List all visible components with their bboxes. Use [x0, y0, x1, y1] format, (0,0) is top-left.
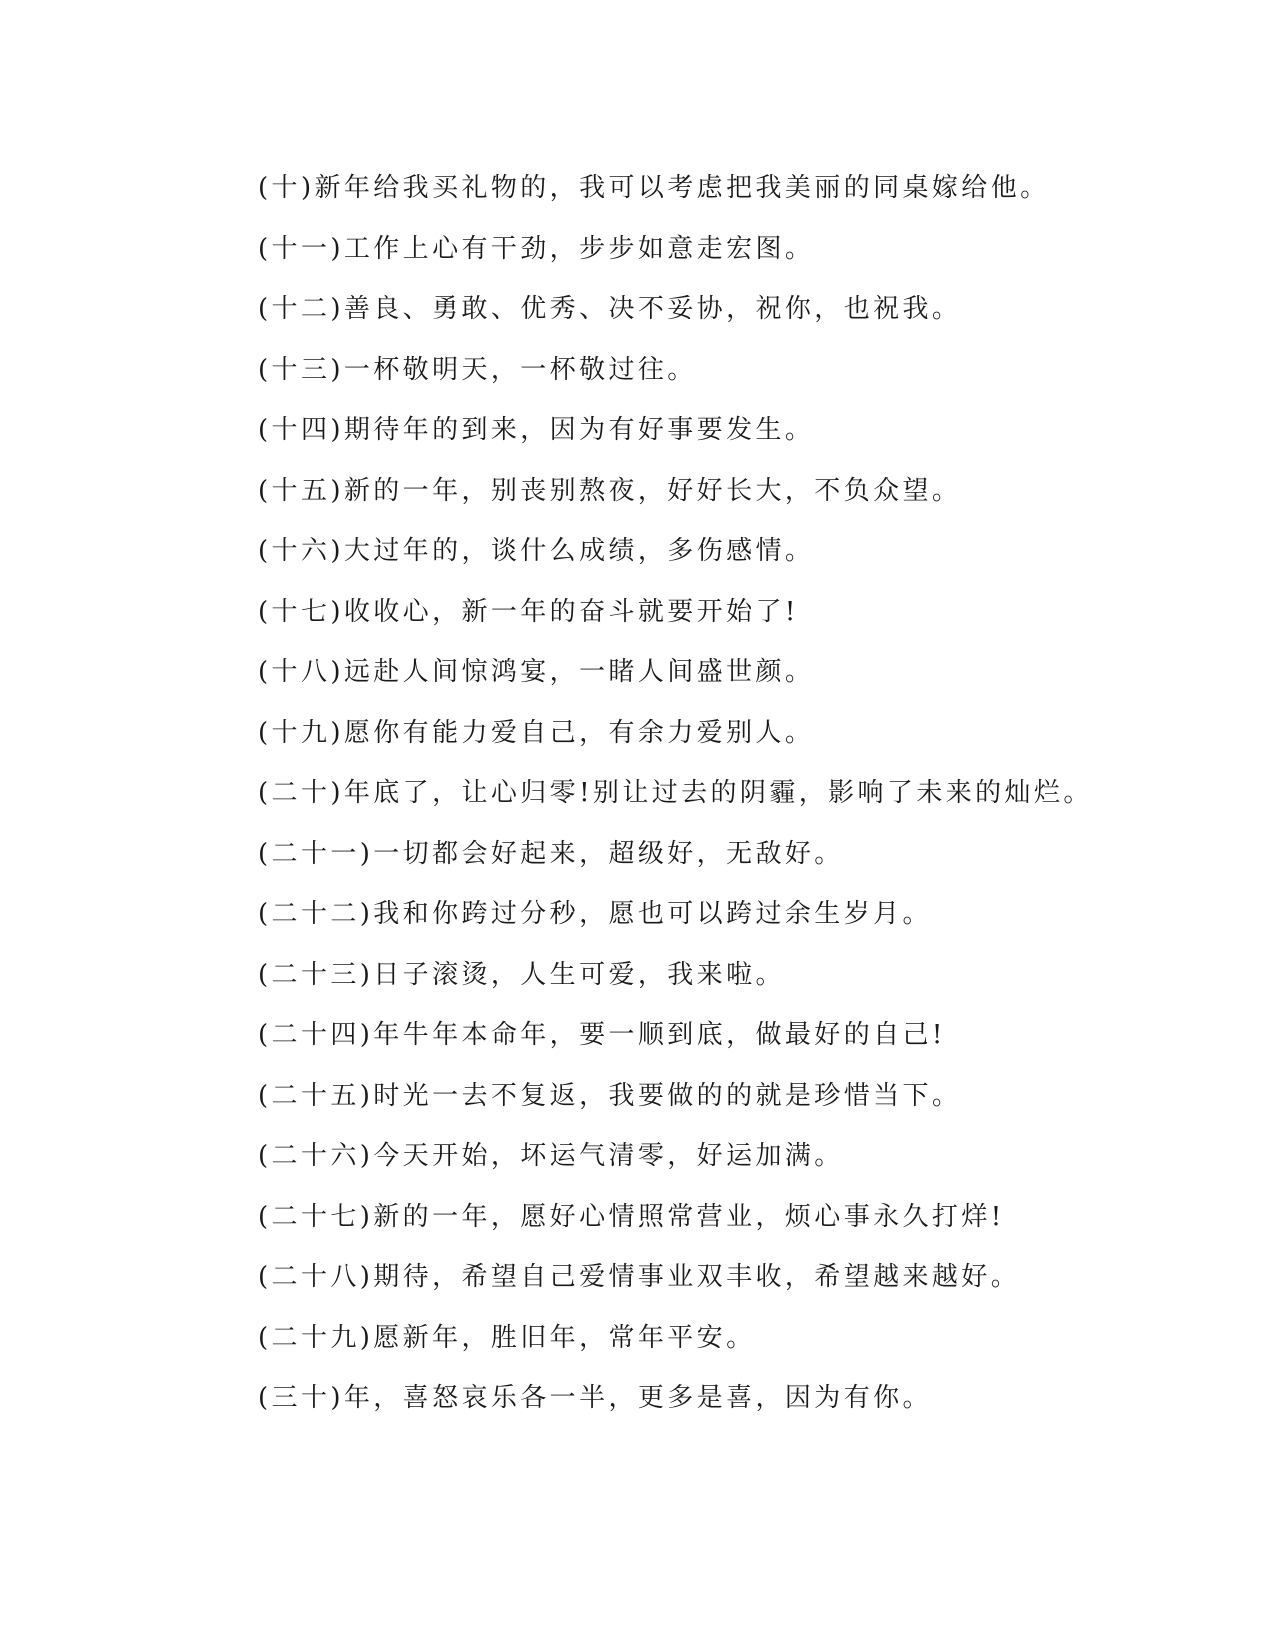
list-item: (二十九)愿新年，胜旧年，常年平安。 [258, 1322, 756, 1353]
list-item: (二十一)一切都会好起来，超级好，无敌好。 [258, 838, 844, 869]
list-item: (二十五)时光一去不复返，我要做的的就是珍惜当下。 [258, 1080, 962, 1111]
list-item: (二十二)我和你跨过分秒，愿也可以跨过余生岁月。 [258, 899, 932, 929]
list-item: (十四)期待年的到来，因为有好事要发生。 [258, 415, 815, 445]
list-item: (十三)一杯敬明天，一杯敬过往。 [258, 354, 697, 385]
list-item: (十)新年给我买礼物的，我可以考虑把我美丽的同桌嫁给他。 [258, 173, 1050, 203]
list-item: (二十四)年牛年本命年，要一顺到底，做最好的自己! [258, 1020, 946, 1050]
list-item: (十七)收收心，新一年的奋斗就要开始了! [258, 596, 799, 627]
list-item: (十八)远赴人间惊鸿宴，一睹人间盛世颜。 [258, 657, 815, 687]
list-item: (二十三)日子滚烫，人生可爱，我来啦。 [258, 959, 785, 990]
list-item: (十一)工作上心有干劲，步步如意走宏图。 [258, 233, 815, 264]
list-item: (十六)大过年的，谈什么成绩，多伤感情。 [258, 536, 815, 566]
list-item: (二十六)今天开始，坏运气清零，好运加满。 [258, 1141, 844, 1171]
list-item: (二十七)新的一年，愿好心情照常营业，烦心事永久打烊! [258, 1201, 1005, 1232]
list-item: (二十)年底了，让心归零!别让过去的阴霾，影响了未来的灿烂。 [258, 778, 1093, 808]
list-item: (三十)年，喜怒哀乐各一半，更多是喜，因为有你。 [258, 1383, 932, 1413]
list-item: (十五)新的一年，别丧别熬夜，好好长大，不负众望。 [258, 475, 962, 506]
list-item: (二十八)期待，希望自己爱情事业双丰收，希望越来越好。 [258, 1262, 1021, 1292]
list-item: (十九)愿你有能力爱自己，有余力爱别人。 [258, 717, 815, 748]
list-item: (十二)善良、勇敢、优秀、决不妥协，祝你，也祝我。 [258, 294, 962, 324]
document-body [258, 158, 1178, 1429]
